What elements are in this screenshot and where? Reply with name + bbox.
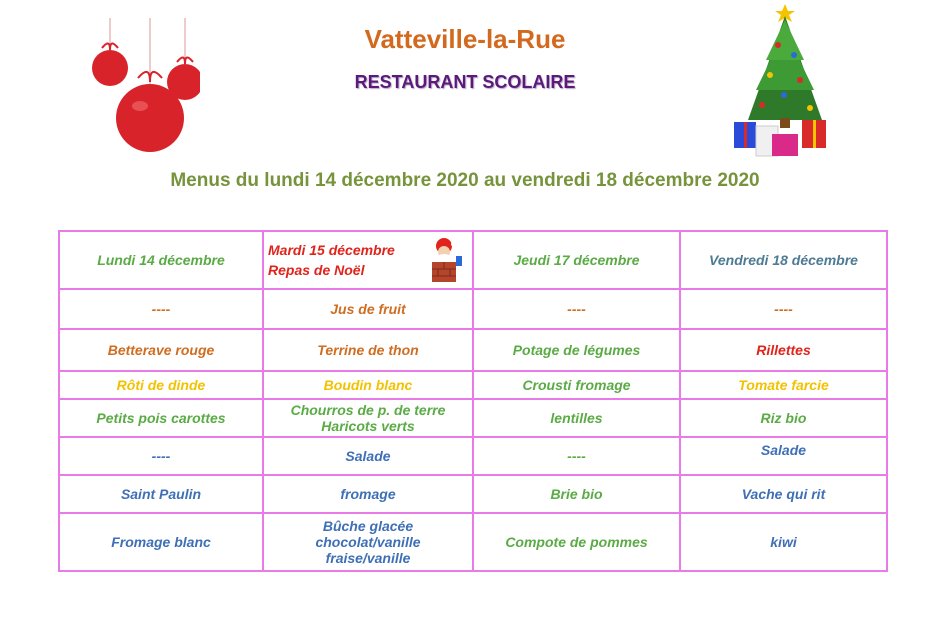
menu-cell: ---- (59, 289, 263, 329)
menu-cell-line: Haricots verts (321, 418, 415, 434)
table-row (59, 399, 887, 437)
christmas-tree-icon (728, 0, 843, 160)
menu-cell: Riz bio (680, 399, 887, 437)
day-header-thursday: Jeudi 17 décembre (473, 231, 680, 289)
menu-cell: Crousti fromage (473, 371, 680, 399)
table-row (59, 329, 887, 371)
menu-cell: Boudin blanc (263, 371, 473, 399)
menu-cell: ---- (680, 289, 887, 329)
menu-cell-line: Bûche glacée (322, 518, 414, 534)
restaurant-subtitle: RESTAURANT SCOLAIRE (354, 72, 576, 92)
menu-cell (263, 513, 473, 571)
menu-cell (263, 399, 473, 437)
town-title: Vatteville-la-Rue (364, 24, 566, 54)
menu-cell: Petits pois carottes (59, 399, 263, 437)
table-row (59, 289, 887, 329)
menu-cell: Salade (263, 437, 473, 475)
day-header-friday: Vendredi 18 décembre (680, 231, 887, 289)
table-header-row (59, 231, 887, 289)
menu-table (58, 230, 888, 572)
menu-cell: Compote de pommes (473, 513, 680, 571)
day-header-tuesday (263, 231, 473, 289)
table-row (59, 513, 887, 571)
menu-cell: ---- (473, 437, 680, 475)
menu-cell: ---- (59, 437, 263, 475)
menu-cell: lentilles (473, 399, 680, 437)
menu-cell-line: Chourros de p. de terre (290, 402, 446, 418)
table-row (59, 475, 887, 513)
menu-cell: Tomate farcie (680, 371, 887, 399)
table-row (59, 371, 887, 399)
menu-cell: Salade (680, 437, 887, 475)
menu-cell: Brie bio (473, 475, 680, 513)
menu-period: Menus du lundi 14 décembre 2020 au vendredi 18 décembre 2020 (170, 170, 760, 191)
menu-cell: Rôti de dinde (59, 371, 263, 399)
day-header-monday: Lundi 14 décembre (59, 231, 263, 289)
menu-cell: Rillettes (680, 329, 887, 371)
menu-cell: ---- (473, 289, 680, 329)
menu-cell: Jus de fruit (263, 289, 473, 329)
menu-cell: Vache qui rit (680, 475, 887, 513)
tuesday-date: Mardi 15 décembre (268, 242, 395, 258)
menu-cell: Potage de légumes (473, 329, 680, 371)
santa-chimney-icon (424, 236, 464, 284)
menu-cell-line: chocolat/vanille (315, 534, 421, 550)
christmas-ornaments-icon (80, 18, 200, 158)
menu-cell: kiwi (680, 513, 887, 571)
menu-cell: fromage (263, 475, 473, 513)
table-row (59, 437, 887, 475)
menu-cell: Saint Paulin (59, 475, 263, 513)
menu-cell: Terrine de thon (263, 329, 473, 371)
tuesday-event: Repas de Noël (268, 262, 365, 278)
menu-cell: Betterave rouge (59, 329, 263, 371)
menu-cell-line: fraise/vanille (325, 550, 411, 566)
menu-cell: Fromage blanc (59, 513, 263, 571)
